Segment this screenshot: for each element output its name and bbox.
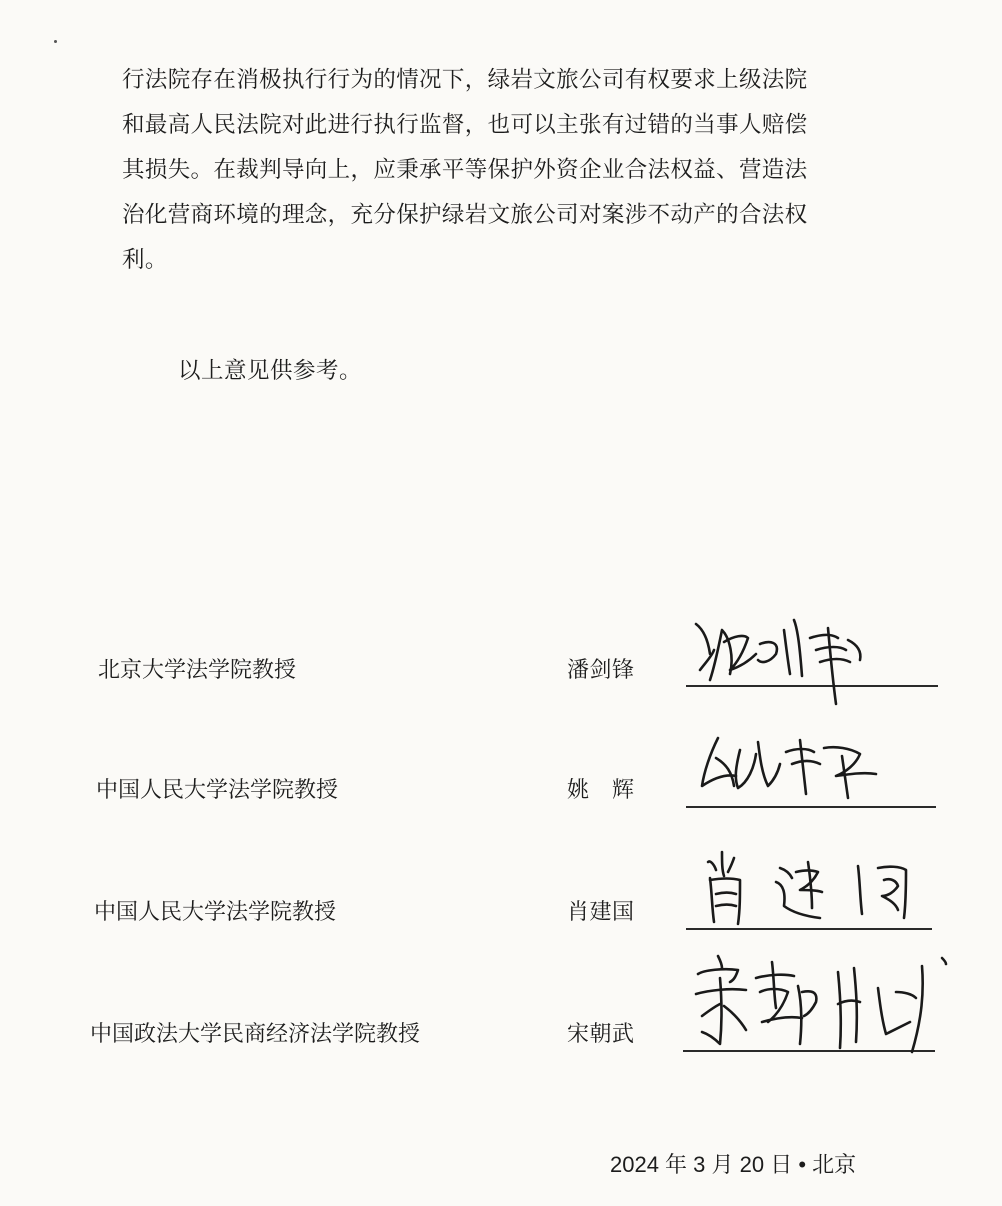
signer-name-1: 潘剑锋: [567, 657, 635, 682]
body-line-1: 行法院存在消极执行行为的情况下，绿岩文旅公司有权要求上级法院: [122, 67, 808, 93]
body-line-4: 治化营商环境的理念，充分保护绿岩文旅公司对案涉不动产的合法权: [122, 202, 808, 228]
signer-name-2: 姚 辉: [567, 777, 635, 802]
handwritten-signature-4: [690, 948, 960, 1068]
affiliation-3: 中国人民大学法学院教授: [94, 899, 337, 924]
signer-name-3: 肖建国: [567, 899, 635, 924]
signer-name-4: 宋朝武: [567, 1021, 635, 1046]
body-paragraph: [122, 58, 962, 283]
date-location: 2024 年 3 月 20 日 • 北京: [610, 1152, 857, 1177]
signature-line-3: [686, 928, 932, 930]
affiliation-1: 北京大学法学院教授: [98, 657, 297, 682]
affiliation-2: 中国人民大学法学院教授: [96, 777, 339, 802]
scan-speck: [54, 40, 57, 43]
affiliation-4: 中国政法大学民商经济法学院教授: [90, 1021, 421, 1046]
handwritten-signature-3: [700, 848, 930, 928]
handwritten-signature-2: [696, 728, 896, 808]
body-line-2: 和最高人民法院对此进行执行监督，也可以主张有过错的当事人赔偿: [122, 112, 808, 138]
closing-remark: 以上意见供参考。: [178, 358, 363, 384]
body-line-5: 利。: [122, 247, 168, 273]
body-line-3: 其损失。在裁判导向上，应秉承平等保护外资企业合法权益、营造法: [122, 157, 808, 183]
handwritten-signature-1: [690, 610, 890, 710]
